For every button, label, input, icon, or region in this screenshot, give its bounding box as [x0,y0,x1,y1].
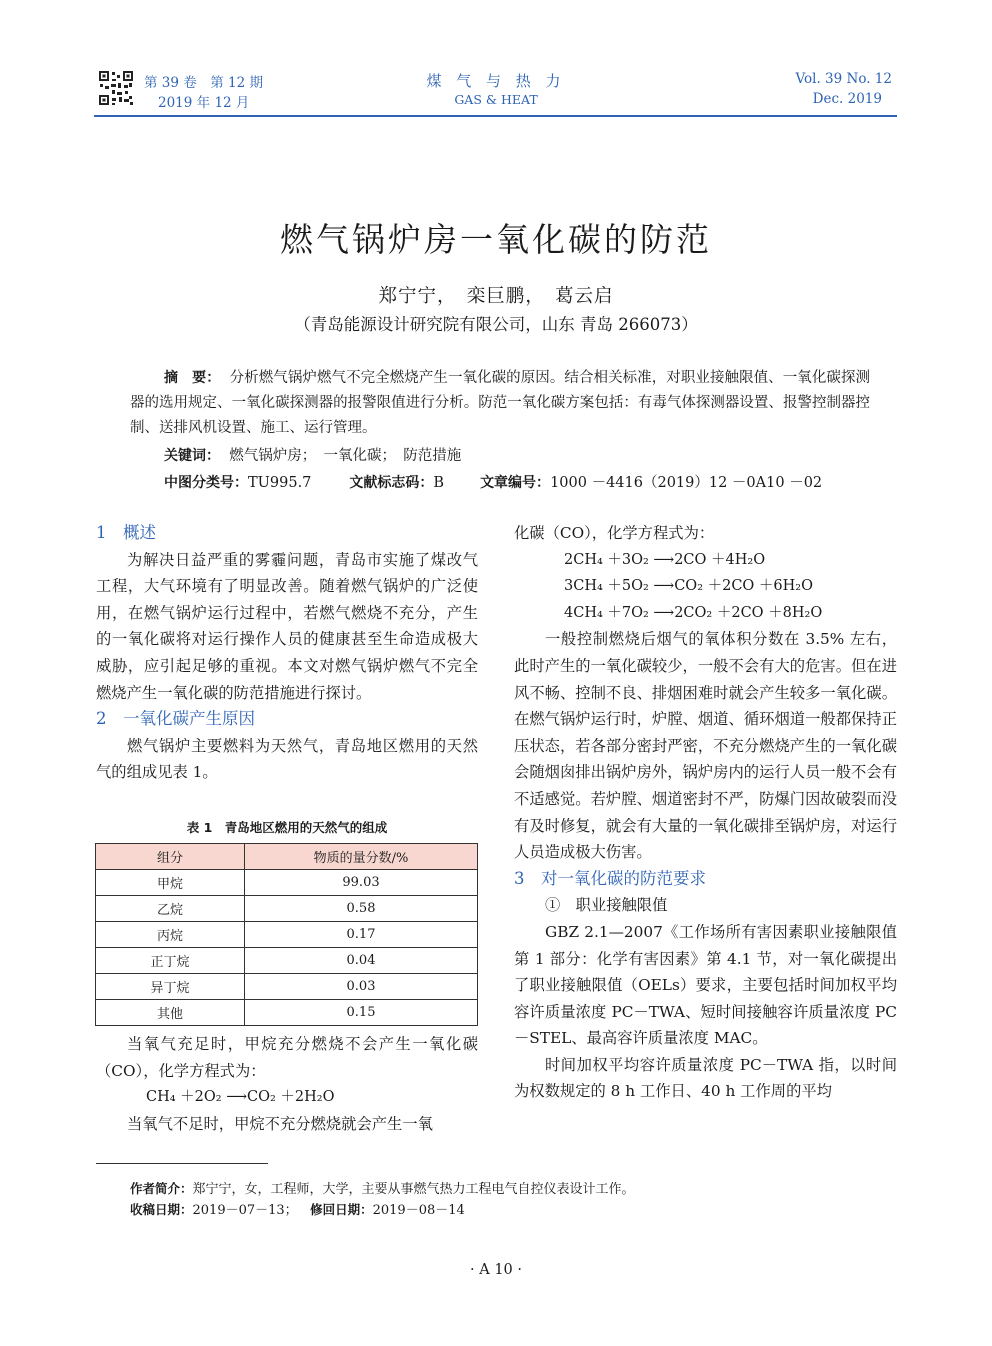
table-row [96,974,478,1000]
table-cell: 0.58 [245,896,478,922]
table-1-caption: 表 1 青岛地区燃用的天然气的组成 [186,820,388,835]
subsection-1-heading: ① 职业接触限值 [545,896,668,915]
volume-issue-en: Vol. 39 No. 12 [795,71,892,87]
table-cell: 丙烷 [96,922,245,948]
table-row [96,1000,478,1026]
author-bio-text: 郑宁宁，女，工程师，大学，主要从事燃气热力工程电气自控仪表设计工作。 [192,1182,635,1197]
section-3-heading: 3 对一氧化碳的防范要求 [514,868,706,888]
article-no-label: 文章编号： [480,475,551,491]
oels-paragraph: GBZ 2.1—2007《工作场所有害因素职业接触限值 第 1 部分：化学有害因素》第 4.1 节，对一氧化碳提出了职业接触限值（OELs）要求，主要包括时间加权平均容许质量浓度 PC－TWA、短时间接触容许质量浓度 PC－STEL、最高容许质量浓度 MAC。 [514,922,913,1048]
table-cell: 0.17 [245,922,478,948]
table-header-cell: 组分 [96,844,245,870]
article-no-value: 1000 －4416（2019）12 －0A10 －02 [550,475,823,491]
revised-label: 修回日期： [310,1202,373,1217]
table-row [96,896,478,922]
date-en: Dec. 2019 [812,91,882,107]
equation-3: 4CH₄ ＋7O₂ ⟶2CO₂ ＋2CO ＋8H₂O [564,604,823,621]
revised-date: 2019－08－14 [372,1203,465,1218]
table-row [96,948,478,974]
journal-name-en: GAS & HEAT [454,92,538,107]
doc-code-value: B [433,475,445,491]
table-cell: 0.15 [245,1000,478,1026]
keywords-text: 燃气锅炉房； 一氧化碳； 防范措施 [229,448,462,464]
continued-text: 化碳（CO），化学方程式为： [514,524,715,542]
clc-label: 中图分类号： [164,475,248,491]
section-2-paragraph: 燃气锅炉主要燃料为天然气，青岛地区燃用的天然气的组成见表 1。 [96,736,478,782]
table-cell: 0.03 [245,974,478,1000]
equation-complete-combustion: CH₄ ＋2O₂ ⟶CO₂ ＋2H₂O [146,1089,335,1106]
table-cell: 其他 [96,1000,245,1026]
journal-name-cn: 煤 气 与 热 力 [426,72,566,90]
equation-1: 2CH₄ ＋3O₂ ⟶2CO ＋4H₂O [564,551,766,568]
left-column-bottom [96,1031,478,1137]
table-cell: 乙烷 [96,896,245,922]
date-cn: 2019 年 12 月 [158,95,250,111]
table-cell: 0.04 [245,948,478,974]
abstract-label: 摘 要： [164,370,221,386]
left-column-top [96,520,478,786]
table-1 [95,843,478,1026]
combustion-paragraph-1: 当氧气充足时，甲烷充分燃烧不会产生一氧化碳（CO），化学方程式为： [96,1035,478,1080]
table-header-row [96,844,478,870]
author-bio-label: 作者简介： [130,1181,193,1196]
classification-line [164,471,822,492]
doc-code-label: 文献标志码： [349,475,434,491]
table-cell: 正丁烷 [96,948,245,974]
volume-issue-cn: 第 39 卷 第 12 期 [144,75,264,91]
header-rule [94,115,897,117]
right-column [514,520,913,1105]
pc-twa-paragraph: 时间加权平均容许质量浓度 PC－TWA 指，以时间为权数规定的 8 h 工作日、40 h 工作周的平均 [514,1055,897,1101]
clc-value: TU995.7 [248,475,312,491]
table-row [96,922,478,948]
oxygen-control-paragraph: 一般控制燃烧后烟气的氧体积分数在 3.5% 左右，此时产生的一氧化碳较少，一般不会有大的危害。但在进风不畅、控制不良、排烟困难时就会产生较多一氧化碳。在燃气锅炉运行时，炉膛、烟道、循环烟道一般都保持正压状态，若各部分密封严密，不充分燃烧产生的一氧化碳会随烟囱排出锅炉房外，锅炉房内的运行人员一般不会有不适感觉。若炉膛、烟道密封不严，防爆门因故破裂而没有及时修复，就会有大量的一氧化碳排至锅炉房，对运行人员造成极大伤害。 [514,630,897,862]
table-header-cell: 物质的量分数/% [245,844,478,870]
table-cell: 99.03 [245,870,478,896]
footnote-rule [96,1163,268,1164]
table-cell: 异丁烷 [96,974,245,1000]
keywords [164,444,461,465]
dates [130,1199,465,1218]
combustion-paragraph-2: 当氧气不足时，甲烷不充分燃烧就会产生一氧 [127,1114,433,1133]
abstract-text: 分析燃气锅炉燃气不完全燃烧产生一氧化碳的原因。结合相关标准，对职业接触限值、一氧化碳探测器的选用规定、一氧化碳探测器的报警限值进行分析。防范一氧化碳方案包括：有毒气体探测器设置、报警控制器控制、送排风机设置、施工、运行管理。 [130,370,871,436]
table-cell: 甲烷 [96,870,245,896]
authors: 郑宁宁， 栾巨鹏， 葛云启 [378,286,614,307]
page-number: · A 10 · [470,1262,522,1278]
affiliation: （青岛能源设计研究院有限公司，山东 青岛 266073） [294,315,698,334]
received-label: 收稿日期： [130,1202,193,1217]
section-1-heading: 1 概述 [96,523,156,542]
table-row [96,870,478,896]
author-bio [130,1178,635,1197]
abstract [130,366,870,441]
article-title: 燃气锅炉房一氧化碳的防范 [280,220,712,259]
section-2-heading: 2 一氧化碳产生原因 [96,709,255,729]
keywords-label: 关键词： [164,448,220,464]
section-1-paragraph: 为解决日益严重的雾霾问题，青岛市实施了煤改气工程，大气环境有了明显改善。随着燃气锅炉的广泛使用，在燃气锅炉运行过程中，若燃气燃烧不充分，产生的一氧化碳将对运行操作人员的健康甚至生命造成极大威胁，应引起足够的重视。本文对燃气锅炉燃气不完全燃烧产生一氧化碳的防范措施进行探讨。 [96,550,478,702]
received-date: 2019－07－13； [192,1203,298,1218]
equation-2: 3CH₄ ＋5O₂ ⟶CO₂ ＋2CO ＋6H₂O [564,578,813,595]
